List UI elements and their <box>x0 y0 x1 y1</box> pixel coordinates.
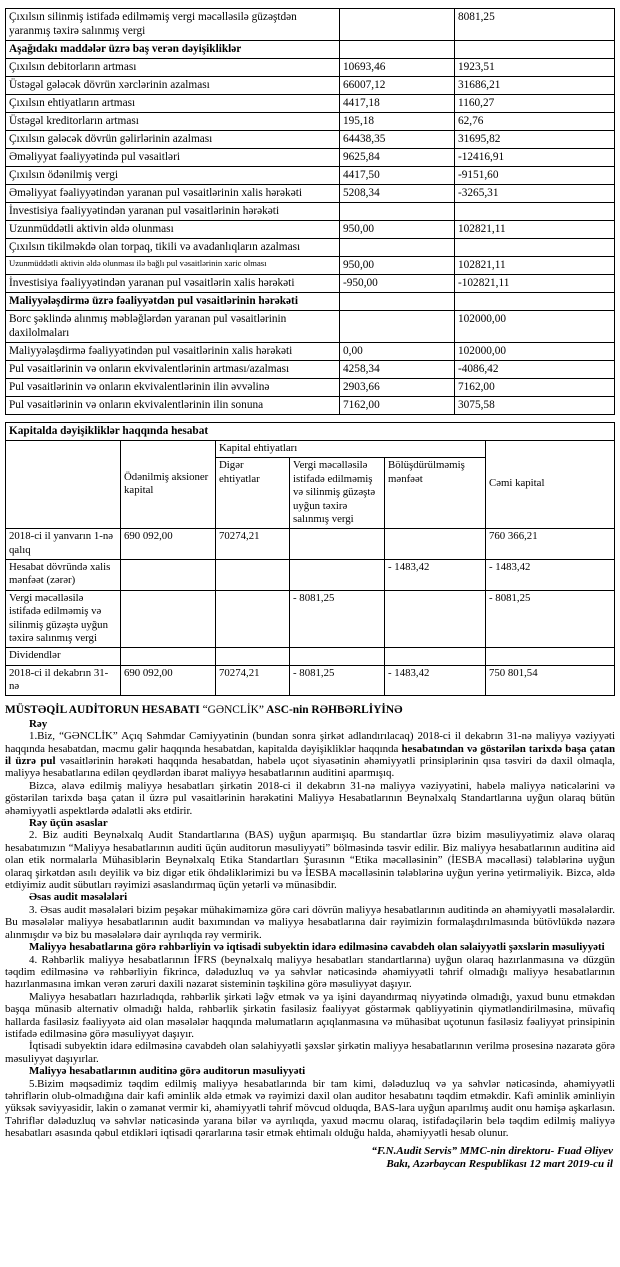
section-heading: Əsas audit məsələləri <box>29 891 128 904</box>
table-row <box>6 590 615 648</box>
table-row <box>6 77 615 95</box>
report-body <box>5 718 615 1140</box>
value-col-1: 7162,00 <box>340 397 455 415</box>
value-col-2: 102821,11 <box>455 221 615 239</box>
value-cell <box>385 529 486 560</box>
equity-table-title-row <box>6 423 615 441</box>
table-row <box>6 59 615 77</box>
signature-block <box>5 1145 615 1172</box>
report-title-segment: “GƏNCLİK” <box>202 704 264 717</box>
row-label: İnvestisiya fəaliyyətindən yaranan pul vəsaitlərin xalis hərəkəti <box>6 275 340 293</box>
signature-line: “F.N.Audit Servis” MMC-nin direktoru- Fuad Əliyev <box>371 1144 613 1157</box>
row-label: Hesabat dövründə xalis mənfəət (zərər) <box>6 560 121 591</box>
value-col-1: 950,00 <box>340 221 455 239</box>
value-col-1: 950,00 <box>340 257 455 275</box>
value-col-2: -12416,91 <box>455 149 615 167</box>
value-cell: - 1483,42 <box>486 560 615 591</box>
row-label: Çıxılsın gələcək dövrün gəlirlərinin azalması <box>6 131 340 149</box>
row-label: Çıxılsın silinmiş istifadə edilməmiş vergi məcəlləsilə güzəştdən yaranmış təxirə salınmış vergi <box>6 9 340 41</box>
col-header-paid-capital: Ödənilmiş aksioner kapital <box>121 441 216 529</box>
cash-flow-table <box>5 8 615 415</box>
row-label: İnvestisiya fəaliyyətindən yaranan pul vəsaitlərinin hərəkəti <box>6 203 340 221</box>
table-row <box>6 131 615 149</box>
paragraph <box>5 730 615 780</box>
table-row <box>6 203 615 221</box>
value-cell <box>290 560 385 591</box>
section-heading: Rəy <box>29 717 48 730</box>
value-cell: - 8081,25 <box>486 590 615 648</box>
value-col-1: 4417,18 <box>340 95 455 113</box>
value-col-2 <box>455 239 615 257</box>
value-cell: - 1483,42 <box>385 560 486 591</box>
value-cell <box>216 590 290 648</box>
table-row <box>6 665 615 696</box>
table-row <box>6 397 615 415</box>
value-col-1 <box>340 41 455 59</box>
value-cell <box>121 560 216 591</box>
row-label: Pul vəsaitlərinin və onların ekvivalentlərinin artması/azalması <box>6 361 340 379</box>
value-cell <box>385 648 486 665</box>
value-col-2 <box>455 293 615 311</box>
row-label: Uzunmüddətli aktivin əldə olunması ilə bağlı pul vəsaitlərinin xaric olması <box>6 257 340 275</box>
value-cell <box>486 648 615 665</box>
paragraph: 3. Əsas audit məsələləri bizim peşəkar mühakiməmizə görə cari dövrün maliyyə hesabatlarının auditində ən əhəmiyyətli məsələlərdir. Bu məsələlər maliyyə hesabatlarının audit baxımından və maliyyə hesabatlarına dair rəyimizin formalaşdırılmasında bütövlükdə nəzərə alınmışdır və biz bu məsələlərə dair ayrılıqda rəy vermirik. <box>5 903 615 941</box>
row-label: Maliyyələşdirmə fəaliyyətindən pul vəsaitlərinin xalis hərəkəti <box>6 343 340 361</box>
value-col-1: 66007,12 <box>340 77 455 95</box>
equity-table <box>5 422 615 696</box>
paragraph: Bizcə, əlavə edilmiş maliyyə hesabatları şirkətin 2018-ci il dekabrın 31-nə maliyyə vəziyyətini, habelə maliyyə nəticələrini və göstərilən tarixdə başa çatan il üzrə pul vəsaitlərinin hərəkətini Maliyyə Hesabatlarının Beynəlxalq Standartlarına uyğun olaraq bütün əhəmiyyətli aspektlərdə ədalətli əks etdirir. <box>5 779 615 817</box>
value-col-2: 102000,00 <box>455 311 615 343</box>
value-cell: 690 092,00 <box>121 529 216 560</box>
paragraph: Maliyyə hesabatları hazırladıqda, rəhbərlik şirkəti ləğv etmək və ya işini dayandırmaq niyyətində olmadığı, yaxud bunu etməkdən başqa münasib alternativ olmadığı halda, rəhbərlik şirkətin fasiləsiz fəaliyyət göstərmək qabliyyətinin qiymətləndirilməsinə, müvafiq hallarda fasiləsiz fəaliyyətə aid olan məsələlər haqqında məlumatların açıqlanmasına və mühasibat uçotunun fasiləsiz fəaliyyət prinsipinin istifadə edilməsinə görə məsuliyyət daşıyır. <box>5 990 615 1040</box>
value-col-2: -3265,31 <box>455 185 615 203</box>
row-label: Vergi məcəlləsilə istifadə edilməmiş və silinmiş güzəştə uyğun təxirə salınmış vergi <box>6 590 121 648</box>
value-cell <box>216 560 290 591</box>
table-row <box>6 379 615 397</box>
value-cell: 70274,21 <box>216 529 290 560</box>
col-header-retained-earnings: Bölüşdürülməmiş mənfəət <box>385 458 486 529</box>
value-cell <box>385 590 486 648</box>
row-label: Üstəgəl gələcək dövrün xərclərinin azalması <box>6 77 340 95</box>
value-col-1 <box>340 311 455 343</box>
row-label: Uzunmüddətli aktivin əldə olunması <box>6 221 340 239</box>
value-cell: 760 366,21 <box>486 529 615 560</box>
value-col-1 <box>340 293 455 311</box>
table-row <box>6 343 615 361</box>
value-col-1: 64438,35 <box>340 131 455 149</box>
col-header-other-reserves: Digər ehtiyatlar <box>216 458 290 529</box>
row-label: Əməliyyat fəaliyyətindən yaranan pul vəsaitlərinin xalis hərəkəti <box>6 185 340 203</box>
report-title <box>5 704 615 716</box>
value-col-2 <box>455 41 615 59</box>
value-cell <box>121 590 216 648</box>
value-col-1 <box>340 9 455 41</box>
row-label: 2018-ci il dekabrın 31-nə <box>6 665 121 696</box>
value-col-2: 7162,00 <box>455 379 615 397</box>
paragraph: 4. Rəhbərlik maliyyə hesabatlarının İFRS (beynəlxalq maliyyə hesabatları standartlarına) uyğun olaraq hazırlanmasına və düzgün təqdim edilməsinə və rəhbərliyin fikrincə, dələduzluq və ya səhvlər nəticəsində əhəmiyyətli təhrif olmadığı maliyyə hesabatlarının hazırlanmasına imkan verən zəruri daxili nəzarət sisteminin təşkilinə görə məsuliyyət daşıyır. <box>5 953 615 991</box>
row-label: Çıxılsın ödənilmiş vergi <box>6 167 340 185</box>
value-col-1: -950,00 <box>340 275 455 293</box>
value-col-2: 31695,82 <box>455 131 615 149</box>
signature-date-line: Bakı, Azərbaycan Respublikası 12 mart 2019-cu il <box>386 1158 613 1171</box>
text-segment: hesabatından və göstərilən tarixdə başa çatan il üzrə pul <box>5 742 615 767</box>
value-cell: 70274,21 <box>216 665 290 696</box>
value-col-1: 5208,34 <box>340 185 455 203</box>
col-header-total-capital: Cəmi kapital <box>486 441 615 529</box>
table-row <box>6 239 615 257</box>
value-col-2: 62,76 <box>455 113 615 131</box>
row-label: Çıxılsın tikilməkdə olan torpaq, tikili və avadanlıqların azalması <box>6 239 340 257</box>
table-row <box>6 311 615 343</box>
value-col-1 <box>340 239 455 257</box>
value-col-2: -4086,42 <box>455 361 615 379</box>
table-row <box>6 167 615 185</box>
value-col-2: -9151,60 <box>455 167 615 185</box>
col-header-deferred-tax: Vergi məcəlləsilə istifadə edilməmiş və silinmiş güzəştə uyğun təxirə salınmış vergi <box>290 458 385 529</box>
table-row <box>6 257 615 275</box>
row-label: Pul vəsaitlərinin və onların ekvivalentlərinin ilin sonuna <box>6 397 340 415</box>
value-cell: - 8081,25 <box>290 590 385 648</box>
value-col-2: 1160,27 <box>455 95 615 113</box>
report-title-segment: ASC-nin RƏHBƏRLİYİNƏ <box>263 704 403 717</box>
row-label: Dividendlər <box>6 648 121 665</box>
paragraph: 5.Bizim məqsədimiz təqdim edilmiş maliyyə hesabatlarında bir tam kimi, dələduzluq və ya səhvlər nəticəsində, əhəmiyyətli təhriflərin olub-olmadığına dair kafi əminlik əldə etmək və rəyimizi daxil olan auditor hesabatını təqdim etməkdir. Kafi əminlik əminliyin yüksək səviyyəsidir, lakin o zəmanət vermir ki, əhəmiyyətli təhrif mövcud olduqda, BAS-lara uyğun aparılmış audit onu həmişə aşkarlasın. Təhriflər dələduzluq və səhvlər nəticəsində yarana bilər və ayrılıqda, yaxud məcmu olaraq, istifadəçilərin belə təqdim edilmiş maliyyə hesabatları əsasında qəbul etdikləri iqtisadi qərarlarına təsir etmək ehtimalı olduğu halda, əhəmiyyətli hesab olunur. <box>5 1077 615 1140</box>
value-col-1: 10693,46 <box>340 59 455 77</box>
table-row <box>6 361 615 379</box>
row-label: Maliyyələşdirmə üzrə fəaliyyətdən pul vəsaitlərinin hərəkəti <box>6 293 340 311</box>
value-col-1: 195,18 <box>340 113 455 131</box>
row-label: Əməliyyat fəaliyyətində pul vəsaitləri <box>6 149 340 167</box>
value-col-1: 0,00 <box>340 343 455 361</box>
value-cell <box>121 648 216 665</box>
row-label: Çıxılsın ehtiyatların artması <box>6 95 340 113</box>
table-row <box>6 113 615 131</box>
report-title-segment: MÜSTƏQİL AUDİTORUN HESABATI <box>5 704 203 717</box>
value-col-1: 2903,66 <box>340 379 455 397</box>
value-cell <box>216 648 290 665</box>
table-row <box>6 221 615 239</box>
paragraph: İqtisadi subyektin idarə edilməsinə cavabdeh olan səlahiyyətli şəxslər şirkətin maliyyə hesabatlarının verilmə prosesinə nəzarətə görə məsuliyyət daşıyırlar. <box>5 1040 615 1065</box>
value-col-2 <box>455 203 615 221</box>
value-col-2: -102821,11 <box>455 275 615 293</box>
value-col-1: 4258,34 <box>340 361 455 379</box>
value-col-2: 102000,00 <box>455 343 615 361</box>
table-row <box>6 293 615 311</box>
auditor-report <box>5 704 615 1171</box>
paragraph: 2. Biz auditi Beynəlxalq Audit Standartlarına (BAS) uyğun aparmışıq. Bu standartlar üzrə bizim məsuliyyətimiz əlavə olaraq hesabatımızın “Maliyyə hesabatlarının auditi üçün auditorun məsuliyyəti” bölməsində təsvir edilir. Biz maliyyə hesabatlarının auditinə aid olan etik normalarla Mühasiblərin Beynəlxalq Etika Standartları Şurasının “Etika məcəlləsinin” (İESBA məcəlləsi) tələblərinə uyğun olaraq şirkətdən asılı deyilik və biz digər etik öhdəliklərimizi bu və İESBA məcəlləsinin tələblərinə uyğun yerinə yetirməliyik. Bizcə, əldə etdiyimiz audit sübutları rəyimizi əsaslandırmaq üçün yetərli və münasibdir. <box>5 829 615 892</box>
table-row <box>6 648 615 665</box>
equity-table-title: Kapitalda dəyişikliklər haqqında hesabat <box>6 423 615 441</box>
table-row <box>6 9 615 41</box>
row-label-header <box>6 441 121 529</box>
value-col-2: 31686,21 <box>455 77 615 95</box>
table-row <box>6 95 615 113</box>
table-row <box>6 41 615 59</box>
col-header-capital-reserves: Kapital ehtiyatları <box>216 441 486 458</box>
section-heading: Maliyyə hesabatlarına görə rəhbərliyin və iqtisadi subyektin idarə edilməsinə cavabdeh olan səlaiyyətli şəxslərin məsuliyyəti <box>29 941 605 954</box>
section-heading: Rəy üçün əsaslar <box>29 817 108 830</box>
value-col-2: 3075,58 <box>455 397 615 415</box>
value-col-1: 4417,50 <box>340 167 455 185</box>
table-row <box>6 560 615 591</box>
row-label: 2018-ci il yanvarın 1-nə qalıq <box>6 529 121 560</box>
value-cell: 750 801,54 <box>486 665 615 696</box>
table-row <box>6 529 615 560</box>
text-segment: vəsaitlərinin hərəkəti haqqında hesabatdan, habelə uçot siyasətinin əhəmiyyətli prinsiplərinin qısa təsviri də daxil olmaqla, maliyyə hesabatlarına edilən qeydlərdən ibarət maliyyə hesabatlarının auditini aparmışıq. <box>5 755 615 780</box>
equity-table-header-row-1 <box>6 441 615 458</box>
table-row <box>6 185 615 203</box>
row-label: Aşağıdakı maddələr üzrə baş verən dəyişikliklər <box>6 41 340 59</box>
table-row <box>6 149 615 167</box>
text-segment: 1.Biz, “GƏNCLİK” Açıq Səhmdar Cəmiyyətinin (bundan sonra şirkət adlandırılacaq) 2018-ci il dekabrın 31-nə maliyyə vəziyyəti haqqında hesabatdan, məcmu gəlir haqqında hesabatdan, kapitalda dəyişikliklər haqqında <box>5 730 615 755</box>
table-row <box>6 275 615 293</box>
row-label: Çıxılsın debitorların artması <box>6 59 340 77</box>
value-col-1 <box>340 203 455 221</box>
row-label: Üstəgəl kreditorların artması <box>6 113 340 131</box>
value-col-2: 102821,11 <box>455 257 615 275</box>
value-col-2: 8081,25 <box>455 9 615 41</box>
value-cell: - 1483,42 <box>385 665 486 696</box>
row-label: Borc şəklində alınmış məbləğlərdən yaranan pul vəsaitlərinin daxilolmaları <box>6 311 340 343</box>
value-cell <box>290 648 385 665</box>
value-cell <box>290 529 385 560</box>
value-cell: 690 092,00 <box>121 665 216 696</box>
value-col-2: 1923,51 <box>455 59 615 77</box>
row-label: Pul vəsaitlərinin və onların ekvivalentlərinin ilin əvvəlinə <box>6 379 340 397</box>
value-cell: - 8081,25 <box>290 665 385 696</box>
section-heading: Maliyyə hesabatlarının auditinə görə auditorun məsuliyyəti <box>29 1065 306 1078</box>
value-col-1: 9625,84 <box>340 149 455 167</box>
